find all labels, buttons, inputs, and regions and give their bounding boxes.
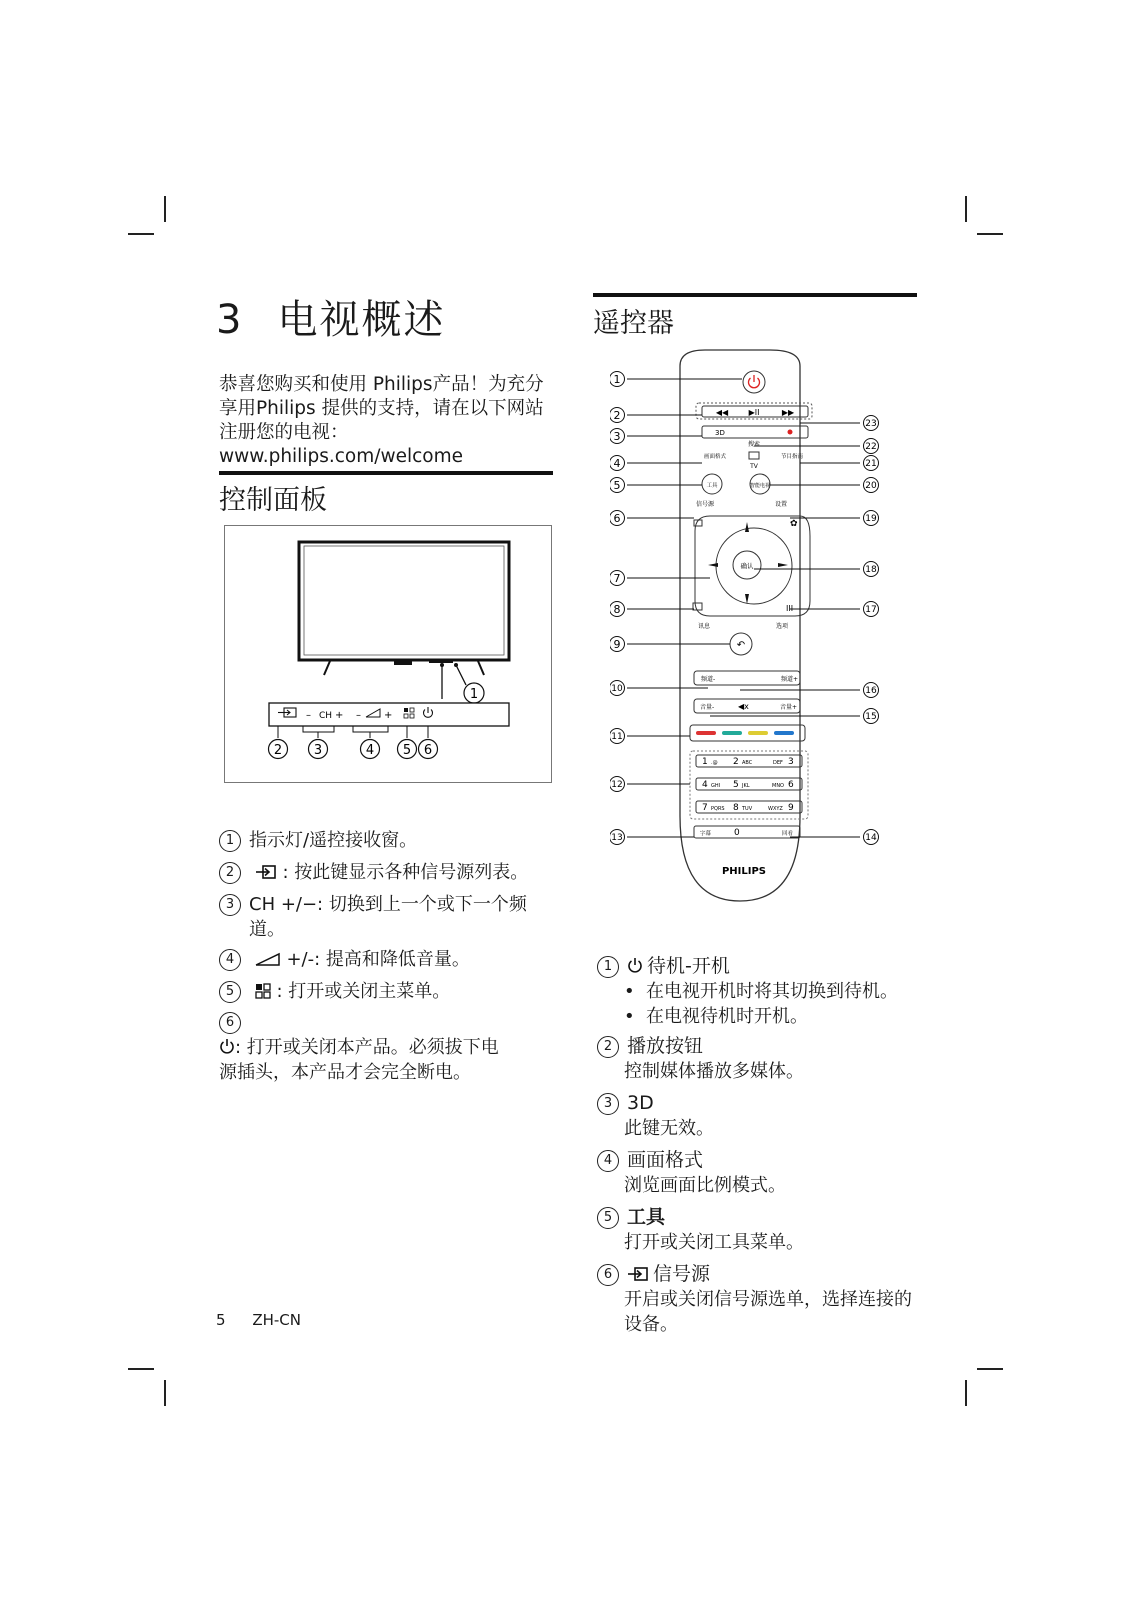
remote-callout: 12 [611, 780, 623, 790]
remote-callout: 7 [613, 572, 621, 585]
remote-callout: 23 [865, 419, 877, 429]
remote-callout: 3 [613, 430, 621, 443]
legend-number: 4 [219, 949, 241, 971]
callout-3: 3 [313, 743, 323, 758]
svg-text:TUV: TUV [742, 806, 753, 812]
crop-mark [128, 233, 154, 235]
chapter-title-text: 电视概述 [277, 297, 446, 343]
remote-callout: 13 [611, 833, 623, 843]
crop-mark [128, 1368, 154, 1370]
green-key [722, 731, 742, 735]
chapter-title [216, 288, 445, 345]
remote-callout: 20 [865, 481, 877, 491]
ch-label: CH [319, 711, 333, 721]
crop-mark [977, 233, 1003, 235]
svg-text:MNO: MNO [772, 783, 784, 789]
svg-text:+: + [335, 710, 344, 721]
options-icon: III [786, 604, 794, 613]
svg-text:1: 1 [702, 757, 708, 767]
legend-item: 4 +/-: 提高和降低音量。 [219, 947, 539, 972]
svg-text:音量+: 音量+ [780, 704, 798, 711]
svg-text:9: 9 [788, 803, 794, 813]
svg-text:8: 8 [733, 803, 739, 813]
svg-text:信号源: 信号源 [696, 501, 715, 508]
volume-icon [255, 952, 281, 966]
control-panel-heading: 控制面板 [219, 485, 327, 516]
source-icon [627, 1266, 649, 1282]
remote-callout: 16 [865, 686, 877, 696]
remote-callout: 15 [865, 712, 877, 722]
svg-text:确认: 确认 [740, 562, 754, 570]
svg-text:音量-: 音量- [700, 704, 715, 711]
remote-callout: 14 [865, 833, 877, 843]
section-rule [593, 293, 917, 297]
page-footer [216, 1311, 301, 1329]
tv-control-panel-figure [224, 525, 552, 783]
crop-mark [164, 1380, 166, 1406]
remote-callout: 22 [865, 442, 877, 452]
remote-heading: 遥控器 [593, 308, 674, 339]
svg-text:ABC: ABC [742, 760, 753, 766]
svg-text:2: 2 [733, 757, 739, 767]
legend-item: 3 CH +/−: 切换到上一个或下一个频道。 [219, 892, 539, 942]
legend-item: 2 : 按此键显示各种信号源列表。 [219, 860, 539, 885]
remote-callout: 21 [865, 459, 877, 469]
svg-text:JKL: JKL [742, 783, 750, 789]
svg-text:讯息: 讯息 [698, 623, 711, 630]
philips-logo: PHILIPS [721, 866, 767, 877]
svg-text:WXYZ: WXYZ [768, 806, 783, 812]
legend-number: 3 [219, 894, 241, 916]
legend-item: 1 指示灯/遥控接收窗。 [219, 828, 539, 853]
legend-number: 2 [219, 862, 241, 884]
power-icon [219, 1038, 235, 1055]
svg-text:DEF: DEF [773, 760, 783, 766]
legend-number: 4 [597, 1150, 619, 1172]
remote-control-figure [610, 346, 900, 908]
source-icon [255, 864, 277, 880]
callout-6: 6 [423, 743, 433, 758]
chapter-number: 3 [216, 297, 244, 343]
gear-icon: ✿ [790, 519, 798, 529]
remote-callout: 18 [865, 565, 877, 575]
svg-text:4: 4 [702, 780, 708, 790]
legend-item: 6 : 打开或关闭本产品。必须拔下电源插头，本产品才会完全断电。 [219, 1010, 539, 1085]
rewind-icon: ◀◀ [715, 408, 729, 417]
svg-text:+: + [384, 710, 393, 721]
legend-number: 1 [219, 830, 241, 852]
svg-text:GHI: GHI [711, 783, 721, 789]
callout-1: 1 [469, 687, 479, 702]
remote-callout: 6 [613, 512, 621, 525]
section-rule [219, 471, 553, 475]
remote-callout: 9 [613, 638, 621, 651]
remote-callout: 8 [613, 603, 621, 616]
remote-item: 2 播放按钮 控制媒体播放多媒体。 [597, 1034, 927, 1084]
crop-mark [164, 196, 166, 222]
remote-callout: 11 [611, 732, 623, 742]
mute-icon: ◀x [738, 702, 749, 711]
svg-text:频道-: 频道- [701, 676, 716, 683]
3d-key-label: 3D [715, 429, 725, 437]
remote-item: 3 3D 此键无效。 [597, 1091, 927, 1141]
legend-number: 5 [597, 1207, 619, 1229]
legend-number: 3 [597, 1093, 619, 1115]
svg-text:工具: 工具 [706, 483, 718, 489]
crop-mark [965, 196, 967, 222]
svg-text:.@: .@ [711, 760, 718, 766]
remote-item: 6 信号源 开启或关闭信号源选单，选择连接的设备。 [597, 1262, 927, 1337]
svg-text:智能电视: 智能电视 [749, 483, 771, 489]
svg-text:回看: 回看 [782, 831, 794, 837]
red-key [696, 731, 716, 735]
svg-text:–: – [306, 710, 311, 721]
svg-text:TV: TV [750, 463, 758, 470]
back-icon: ↶ [736, 640, 746, 651]
remote-callout: 17 [865, 605, 877, 615]
svg-text:–: – [356, 710, 361, 721]
forward-icon: ▶▶ [781, 408, 795, 417]
remote-callout: 19 [865, 514, 877, 524]
remote-item: 5 工具 打开或关闭工具菜单。 [597, 1205, 927, 1255]
blue-key [774, 731, 794, 735]
svg-text:选项: 选项 [776, 623, 789, 630]
remote-callout: 1 [613, 373, 621, 386]
svg-text:字幕: 字幕 [700, 831, 712, 837]
svg-text:6: 6 [788, 780, 794, 790]
power-icon [627, 957, 643, 974]
legend-item: 5 : 打开或关闭主菜单。 [219, 979, 539, 1004]
legend-number: 5 [219, 981, 241, 1003]
svg-text:频道+: 频道+ [781, 676, 799, 683]
svg-text:3: 3 [788, 757, 794, 767]
svg-text:搜索: 搜索 [747, 441, 761, 448]
remote-callout: 4 [613, 457, 621, 470]
page-number: 5 [216, 1311, 226, 1329]
home-icon [255, 983, 271, 999]
legend-number: 1 [597, 956, 619, 978]
remote-callout: 5 [613, 479, 621, 492]
remote-callout: 2 [613, 409, 621, 422]
play-pause-icon: ▶II [748, 408, 760, 417]
button-strip [269, 703, 509, 726]
legend-number: 2 [597, 1036, 619, 1058]
legend-number: 6 [219, 1012, 241, 1034]
remote-item: 4 画面格式 浏览画面比例模式。 [597, 1148, 927, 1198]
remote-item: 1 待机-开机 • 在电视开机时将其切换到待机。 • 在电视待机时开机。 [597, 954, 927, 1029]
callout-4: 4 [365, 743, 375, 758]
language-code: ZH-CN [252, 1311, 301, 1329]
svg-text:设置: 设置 [775, 501, 788, 508]
svg-text:5: 5 [733, 780, 739, 790]
svg-text:7: 7 [702, 803, 708, 813]
yellow-key [748, 731, 768, 735]
svg-text:0: 0 [734, 828, 740, 838]
svg-text:画面格式: 画面格式 [703, 454, 727, 460]
callout-2: 2 [273, 743, 283, 758]
legend-number: 6 [597, 1264, 619, 1286]
crop-mark [977, 1368, 1003, 1370]
svg-text:PQRS: PQRS [711, 806, 725, 812]
callout-5: 5 [402, 743, 412, 758]
intro-paragraph: 恭喜您购买和使用 Philips产品！为充分享用Philips 提供的支持，请在以下网站注册您的电视：www.philips.com/welcome [219, 374, 544, 467]
crop-mark [965, 1380, 967, 1406]
tv-illustration [299, 542, 509, 675]
remote-callout: 10 [611, 684, 623, 694]
svg-text:节目指南: 节目指南 [780, 454, 804, 460]
record-icon [788, 430, 793, 435]
